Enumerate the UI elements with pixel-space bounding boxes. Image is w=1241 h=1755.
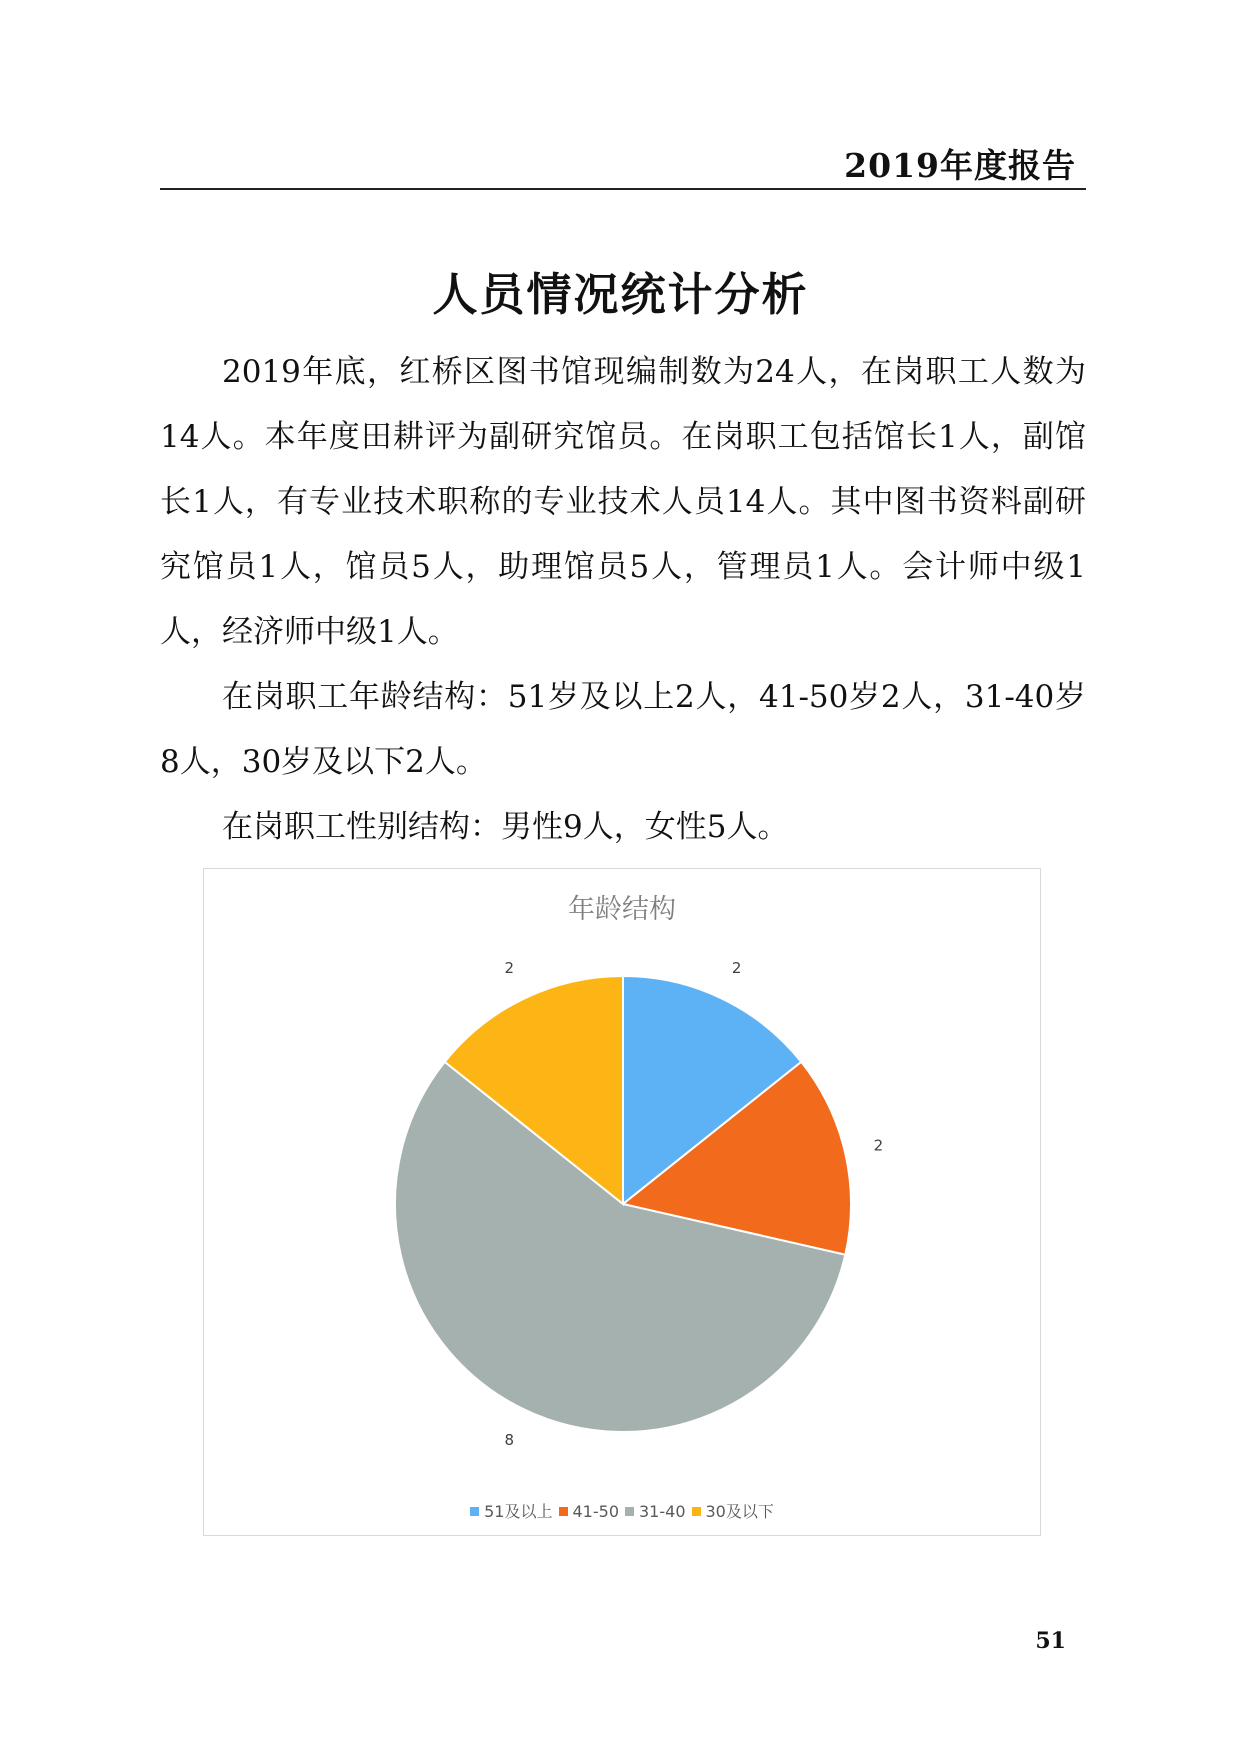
legend-label: 31-40 bbox=[639, 1502, 686, 1521]
data-label-2: 2 bbox=[873, 1136, 884, 1155]
legend-swatch bbox=[470, 1507, 479, 1516]
legend-item-2 bbox=[559, 1502, 620, 1521]
legend-item-3 bbox=[625, 1502, 686, 1521]
paragraph-age-structure: 在岗职工年龄结构：51岁及以上2人，41-50岁2人，31-40岁8人，30岁及以下2人。 bbox=[160, 679, 1086, 780]
page-heading: 人员情况统计分析 bbox=[432, 268, 809, 321]
legend-swatch bbox=[559, 1507, 568, 1516]
header-rule bbox=[160, 188, 1086, 190]
paragraph-gender-structure: 在岗职工性别结构：男性9人，女性5人。 bbox=[222, 809, 789, 845]
data-label-4: 2 bbox=[504, 958, 515, 977]
legend-label: 51及以上 bbox=[484, 1502, 553, 1521]
age-structure-chart bbox=[203, 868, 1041, 1536]
legend-label: 30及以下 bbox=[705, 1502, 774, 1521]
data-label-3: 8 bbox=[504, 1431, 515, 1450]
legend-item-4 bbox=[692, 1499, 774, 1522]
body-text bbox=[160, 340, 1086, 860]
page-number: 51 bbox=[1035, 1628, 1066, 1654]
chart-legend bbox=[204, 1499, 1040, 1522]
legend-item-1 bbox=[470, 1499, 552, 1522]
data-label-1: 2 bbox=[731, 958, 742, 977]
paragraph-staffing: 2019年底，红桥区图书馆现编制数为24人，在岗职工人数为14人。本年度田耕评为副研究馆员。在岗职工包括馆长1人，副馆长1人，有专业技术职称的专业技术人员14人。其中图书资料副研究馆员1人，馆员5人，助理馆员5人，管理员1人。会计师中级1人，经济师中级1人。 bbox=[160, 354, 1086, 650]
header-title: 2019年度报告 bbox=[844, 146, 1076, 185]
legend-label: 41-50 bbox=[572, 1502, 619, 1521]
legend-swatch bbox=[625, 1507, 634, 1516]
pie-chart bbox=[204, 869, 1042, 1537]
legend-swatch bbox=[692, 1507, 701, 1516]
chart-title: 年龄结构 bbox=[568, 894, 676, 925]
